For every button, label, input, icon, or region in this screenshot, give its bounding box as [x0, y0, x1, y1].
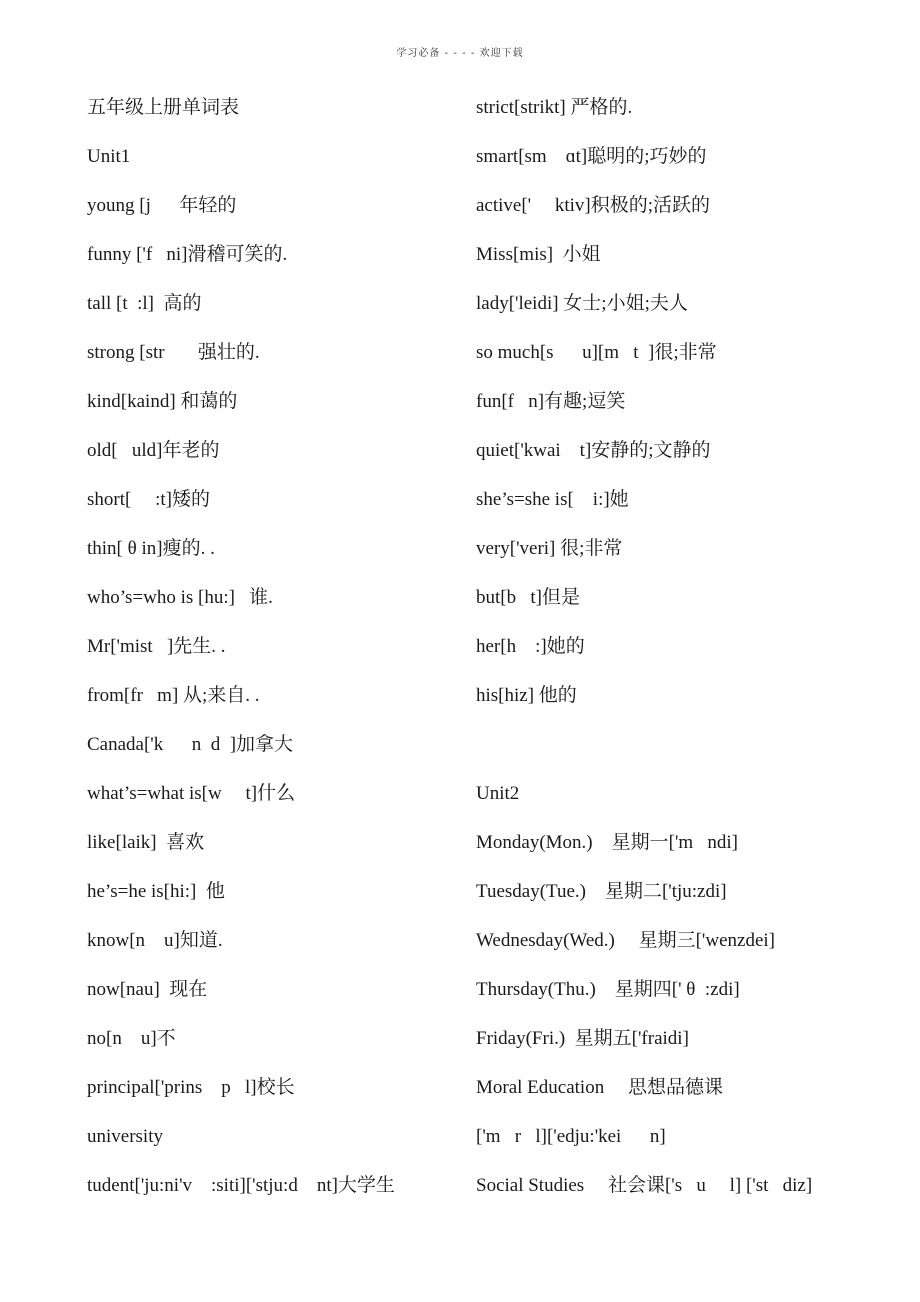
vocab-line: so much[s u][m t ]很;非常 — [476, 342, 717, 363]
vocab-line: Wednesday(Wed.) 星期三['wenzdei] — [476, 930, 775, 951]
vocab-line: strict[strikt] 严格的. — [476, 97, 633, 118]
vocab-line: university — [87, 1126, 163, 1147]
vocab-line: now[nau] 现在 — [87, 979, 208, 1000]
page-header: 学习必备 - - - - 欢迎下载 — [396, 48, 524, 59]
vocab-line: know[n u]知道. — [87, 930, 223, 951]
vocab-line: principal['prins p l]校长 — [87, 1077, 295, 1098]
vocab-line: quiet['kwai t]安静的;文静的 — [476, 440, 711, 461]
vocab-line: lady['leidi] 女士;小姐;夫人 — [476, 293, 688, 314]
vocab-line: his[hiz] 他的 — [476, 685, 577, 706]
left-column — [87, 86, 457, 1213]
vocab-line: old[ uld]年老的 — [87, 440, 220, 461]
vocab-line: Friday(Fri.) 星期五['fraidi] — [476, 1028, 689, 1049]
vocab-line: fun[f n]有趣;逗笑 — [476, 391, 626, 412]
vocab-line: 五年级上册单词表 — [87, 97, 240, 118]
vocab-line: like[laik] 喜欢 — [87, 832, 205, 853]
vocab-line: from[fr m] 从;来自. . — [87, 685, 260, 706]
vocab-line: thin[ θ in]瘦的. . — [87, 538, 215, 559]
vocab-line: Moral Education 思想品德课 — [476, 1077, 723, 1098]
vocab-line: but[b t]但是 — [476, 587, 580, 608]
vocab-line: Monday(Mon.) 星期一['m ndi] — [476, 832, 739, 853]
vocab-line: kind[kaind] 和蔼的 — [87, 391, 238, 412]
vocab-line: Thursday(Thu.) 星期四[' θ :zdi] — [476, 979, 740, 1000]
vocab-line: smart[sm ɑt]聪明的;巧妙的 — [476, 146, 707, 167]
vocab-line: who’s=who is [hu:] 谁. — [87, 587, 273, 608]
vocab-line: Canada['k n d ]加拿大 — [87, 734, 294, 755]
vocab-line: tudent['ju:ni'v :siti]['stju:d nt]大学生 — [87, 1175, 395, 1196]
vocab-line: Social Studies 社会课['s u l] ['st diz] — [476, 1175, 813, 1196]
vocab-line: young [j 年轻的 — [87, 195, 237, 216]
vocab-line: very['veri] 很;非常 — [476, 538, 623, 559]
vocab-line — [476, 723, 896, 772]
vocab-line: what’s=what is[w t]什么 — [87, 783, 296, 804]
vocab-line: she’s=she is[ i:]她 — [476, 489, 629, 510]
vocab-line: her[h :]她的 — [476, 636, 585, 657]
vocab-line: he’s=he is[hi:] 他 — [87, 881, 225, 902]
vocab-line: funny ['f ni]滑稽可笑的. — [87, 244, 288, 265]
vocab-line: tall [t :l] 高的 — [87, 293, 202, 314]
right-column — [476, 86, 896, 1213]
vocab-line: ['m r l]['edju:'kei n] — [476, 1126, 666, 1147]
vocab-line: strong [str 强壮的. — [87, 342, 260, 363]
vocab-line: Unit2 — [476, 783, 520, 804]
vocab-line: Unit1 — [87, 146, 131, 167]
vocab-line: Miss[mis] 小姐 — [476, 244, 601, 265]
vocab-line: Mr['mist ]先生. . — [87, 636, 226, 657]
vocab-line: Tuesday(Tue.) 星期二['tju:zdi] — [476, 881, 727, 902]
vocab-line: no[n u]不 — [87, 1028, 176, 1049]
vocab-line: active[' ktiv]积极的;活跃的 — [476, 195, 711, 216]
vocab-line: short[ :t]矮的 — [87, 489, 210, 510]
